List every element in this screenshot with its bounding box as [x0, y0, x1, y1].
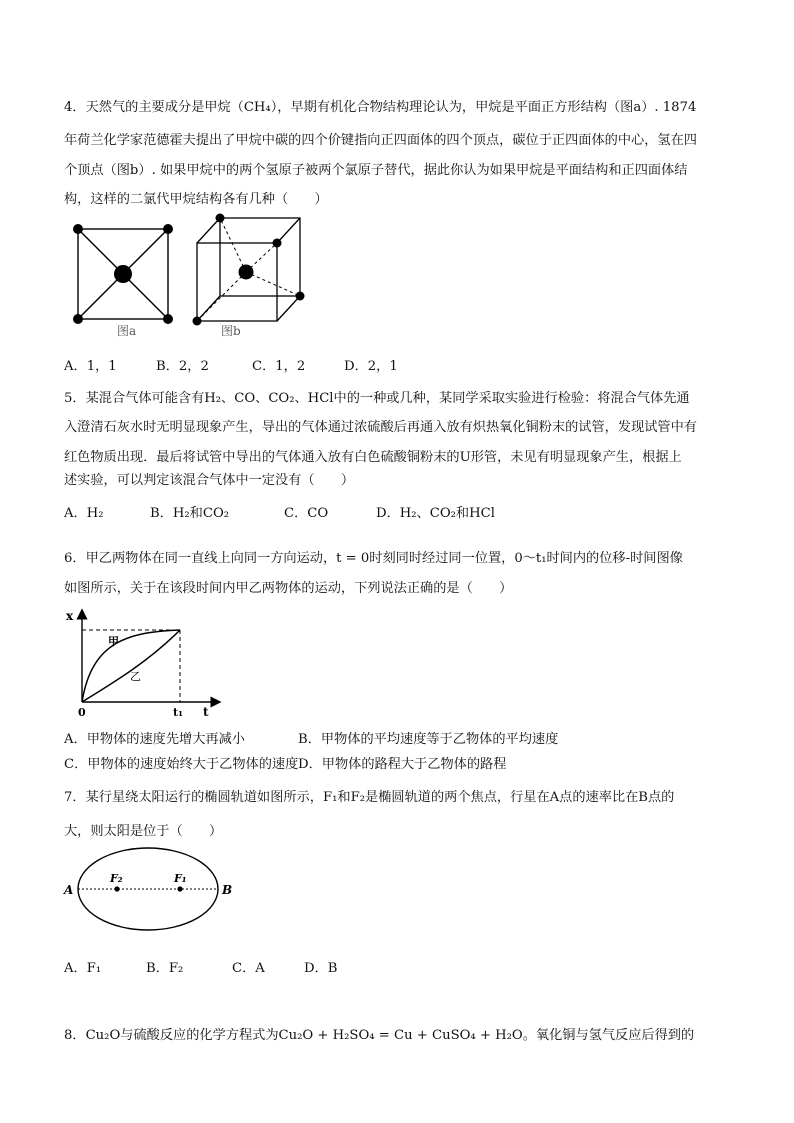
- q7-option-c[interactable]: C．A: [232, 961, 265, 976]
- graph-jia-label: 甲: [108, 635, 119, 648]
- q4-line-1: 4．天然气的主要成分是甲烷（CH₄），早期有机化合物结构理论认为，甲烷是平面正方形结构（图a）. 1874: [64, 100, 697, 115]
- q4-line-4: 构，这样的二氯代甲烷结构各有几种（ ）: [64, 192, 328, 207]
- q6-option-c[interactable]: C．甲物体的速度始终大于乙物体的速度: [64, 757, 299, 772]
- q6-line-2: 如图所示，关于在该段时间内甲乙两物体的运动，下列说法正确的是（ ）: [64, 581, 513, 596]
- q5-option-a[interactable]: A．H₂: [64, 506, 104, 521]
- figure-b-label: 图b: [221, 324, 241, 338]
- q6-option-d[interactable]: D．甲物体的路程大于乙物体的路程: [298, 757, 507, 772]
- figure-a-label: 图a: [117, 324, 137, 338]
- f2-label: F₂: [110, 872, 123, 885]
- f1-label: F₁: [174, 872, 187, 885]
- q5-option-b[interactable]: B．H₂和CO₂: [150, 506, 230, 521]
- point-b-label: B: [222, 883, 233, 897]
- q7-line-1: 7．某行星绕太阳运行的椭圆轨道如图所示，F₁和F₂是椭圆轨道的两个焦点，行星在A点的速率比在B点的: [64, 790, 675, 805]
- q4-option-c[interactable]: C．1，2: [252, 359, 306, 374]
- q4-option-a[interactable]: A．1，1: [64, 359, 117, 374]
- q7-options: [64, 957, 337, 976]
- q7-option-d[interactable]: D．B: [304, 961, 338, 976]
- graph-origin-label: 0: [78, 706, 86, 719]
- q5-line-4: 述实验，可以判定该混合气体中一定没有（ ）: [64, 473, 355, 488]
- q6-option-b[interactable]: B．甲物体的平均速度等于乙物体的平均速度: [298, 732, 559, 747]
- q5-line-2: 入澄清石灰水时无明显现象产生，导出的气体通过浓硫酸后再通入放有炽热氧化铜粉末的试管，发现试管中有: [64, 420, 697, 435]
- graph-yi-label: 乙: [130, 670, 141, 683]
- q7-option-b[interactable]: B．F₂: [146, 961, 184, 976]
- q6-line-1: 6．甲乙两物体在同一直线上向同一方向运动，t = 0时刻同时经过同一位置，0～t₁时间内的位移-时间图像: [64, 551, 683, 566]
- graph-y-label: x: [66, 609, 74, 623]
- focus-f1: [177, 886, 182, 891]
- q4-line-2: 年荷兰化学家范德霍夫提出了甲烷中碳的四个价键指向正四面体的四个顶点，碳位于正四面体的中心，氢在四: [64, 133, 697, 148]
- q5-line-3: 红色物质出现．最后将试管中导出的气体通入放有白色硫酸铜粉末的U形管，未见有明显现象产生，根据上: [64, 450, 682, 465]
- q6-option-a[interactable]: A．甲物体的速度先增大再减小: [64, 732, 245, 747]
- q7-option-a[interactable]: A．F₁: [64, 961, 102, 976]
- point-a-label: A: [64, 883, 74, 897]
- q4-line-3: 个顶点（图b）. 如果甲烷中的两个氢原子被两个氯原子替代，据此你认为如果甲烷是平面结构和正四面体结: [64, 163, 688, 178]
- focus-f2: [114, 886, 119, 891]
- q4-option-d[interactable]: D．2，1: [344, 359, 398, 374]
- q5-line-1: 5．某混合气体可能含有H₂、CO、CO₂、HCl中的一种或几种，某同学采取实验进行检验：将混合气体先通: [64, 391, 690, 406]
- graph-x-label: t: [203, 705, 209, 719]
- q4-option-b[interactable]: B．2，2: [156, 359, 209, 374]
- graph-t1-label: t₁: [173, 706, 183, 719]
- q8-line-1: 8．Cu₂O与硫酸反应的化学方程式为Cu₂O + H₂SO₄ = Cu + CuSO₄ + H₂O。氧化铜与氢气反应后得到的: [64, 1028, 695, 1043]
- q5-option-c[interactable]: C．CO: [284, 506, 329, 521]
- q5-option-d[interactable]: D．H₂、CO₂和HCl: [376, 506, 495, 521]
- q7-line-2: 大，则太阳是位于（ ）: [64, 824, 223, 839]
